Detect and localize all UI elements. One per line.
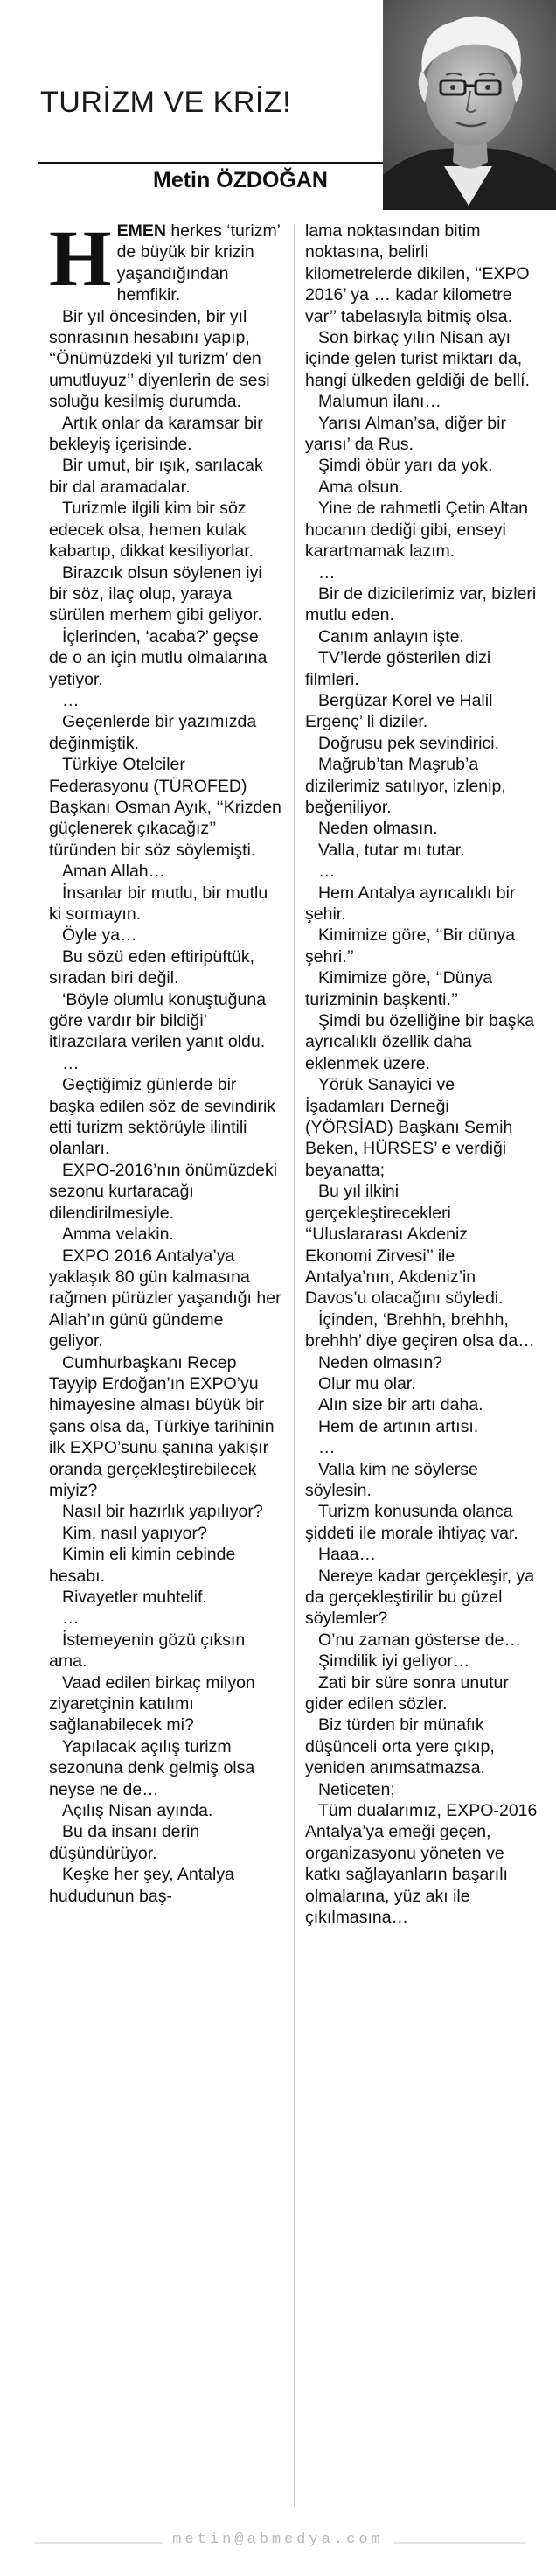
article-paragraph: Son birkaç yılın Nisan ayı içinde gelen turist miktarı da, hangi ülkeden geldiği de bellí. xyxy=(305,328,530,390)
article-paragraph: Malumun ilanı… xyxy=(318,392,441,412)
article-paragraph: Kimimize göre, ‘‘Bir dünya şehri.’’ xyxy=(305,925,516,967)
article-paragraph: TV’lerde gösterilen dizi filmleri. xyxy=(305,648,491,689)
section-break: … xyxy=(62,1609,80,1629)
article-paragraph: Olur mu olar. xyxy=(318,1373,416,1393)
article-paragraph: Bir umut, bir ışık, sarılacak bir dal aramadalar. xyxy=(49,456,263,497)
column-divider xyxy=(294,224,295,2507)
article-paragraph: İçinden, ‘Brehhh, brehhh, brehhh’ diye geçiren olsa da… xyxy=(305,1309,535,1351)
article-paragraph: Bu da insanı derin düşündürüyor. xyxy=(49,1822,200,1863)
article-paragraph: Şimdi öbür yarı da yok. xyxy=(318,456,493,476)
article-paragraph: Şimdilik iyi geliyor… xyxy=(318,1651,470,1672)
article-paragraph: Bu sözü eden eftiripüftük, sıradan biri değil. xyxy=(49,946,255,988)
article-paragraph: Turizm konusunda olanca şiddeti ile morale ihtiyaç var. xyxy=(305,1502,518,1543)
lead-text: herkes ‘turizm’ de büyük bir krizin yaşandığından hemfikir. xyxy=(116,221,281,305)
article-paragraph: Keşke her şey, Antalya hududunun baş- xyxy=(49,1865,234,1906)
author-name: Metin ÖZDOĞAN xyxy=(153,168,328,192)
drop-cap: H xyxy=(49,213,112,303)
article-paragraph: Geçtiğimiz günlerde bir başka edilen söz de sevindirik etti turizm sektörüyle ilintili olanları. xyxy=(49,1075,276,1159)
section-break: … xyxy=(62,1053,80,1073)
article-paragraph: Alın size bir artı daha. xyxy=(318,1395,483,1415)
article-paragraph: Canım anlayın işte. xyxy=(318,626,464,646)
article-paragraph: Bir yıl öncesinden, bir yıl sonrasının hesabını yapıp, ‘‘Önümüzdeki yıl turizm’ den umutluyuz’’ diyenlerin de sesi soluğu kesilmiş durumda. xyxy=(49,306,270,412)
article-paragraph: Turizmle ilgili kim bir söz edecek olsa, hemen kulak kabartıp, dikkat kesiliyorlar. xyxy=(49,499,254,562)
section-break: … xyxy=(318,562,336,583)
article-column-right xyxy=(305,220,538,1929)
article-paragraph: Nereye kadar gerçekleşir, ya da gerçekleştirilir bu güzel söylemler? xyxy=(305,1566,535,1629)
article-paragraph: Zati bir süre sonra unutur gider edilen sözler. xyxy=(305,1672,509,1714)
article-paragraph: Valla kim ne söylerse söylesin. xyxy=(305,1459,478,1500)
article-paragraph: Kimimize göre, ‘‘Dünya turizminin başkenti.’’ xyxy=(305,968,493,1009)
article-paragraph: Vaad edilen birkaç milyon ziyaretçinin katılımı sağlanabilecek mi? xyxy=(49,1672,255,1735)
article-paragraph: Şimdi bu özelliğine bir başka ayrıcalıklı özellik daha eklenmek üzere. xyxy=(305,1011,535,1073)
section-break: … xyxy=(62,690,80,710)
article-paragraph: İnsanlar bir mutlu, bir mutlu ki sormayın. xyxy=(49,883,268,924)
article-paragraph: Bir de dizicilerimiz var, bizleri mutlu eden. xyxy=(305,583,537,625)
author-email[interactable]: metin@abmedya.com xyxy=(163,2531,392,2548)
column-title: TURİZM VE KRİZ! xyxy=(40,86,292,119)
article-paragraph: İstemeyenin gözü çıksın ama. xyxy=(49,1630,246,1672)
continued-paragraph: lama noktasından bitim noktasına, belirli kilometrelerde dikilen, ‘‘EXPO 2016’ ya … kadar kilometre var’’ tabelasıyla bitmiş olsa. xyxy=(305,221,530,326)
article-paragraph: Doğrusu pek sevindirici. xyxy=(318,733,500,753)
article-paragraph: Tüm dualarımız, EXPO-2016 Antalya’ya emeği geçen, organizasyonu yöneten ve katkı sağlayanların başarılı olmalarına, yüz akı ile çıkılmasına… xyxy=(305,1801,538,1928)
article-paragraph: Kim, nasıl yapıyor? xyxy=(62,1523,207,1543)
article-paragraph: Açılış Nisan ayında. xyxy=(62,1801,213,1821)
author-photo xyxy=(383,0,556,210)
column-header xyxy=(0,0,556,215)
article-paragraph: Haaa… xyxy=(318,1545,377,1565)
article-paragraph: Nasıl bir hazırlık yapılıyor? xyxy=(62,1502,263,1522)
lead-paragraph xyxy=(49,213,281,306)
article-paragraph: Bergüzar Korel ve Halil Ergenç’ li diziler. xyxy=(305,690,493,732)
section-break: … xyxy=(318,862,336,882)
article-paragraph: Hem de artının artısı. xyxy=(318,1416,479,1436)
article-paragraph: Aman Allah… xyxy=(62,862,166,882)
article-paragraph: Kimin eli kimin cebinde hesabı. xyxy=(49,1545,236,1586)
column-footer xyxy=(0,2521,556,2576)
section-break: … xyxy=(318,1438,336,1458)
article-paragraph: Mağrub’tan Maşrub’a dizilerimiz satılıyor, izlenip, beğeniliyor. xyxy=(305,755,506,817)
article-paragraph: Bu yıl ilkini gerçekleştirecekleri ‘‘Uluslararası Akdeniz Ekonomi Zirvesi’’ ile Antalya’nın, Akdeniz’in Davos’u olacağını söyledi. xyxy=(305,1182,504,1309)
article-paragraph: Ama olsun. xyxy=(318,477,404,497)
article-paragraph: Neticeten; xyxy=(318,1779,395,1799)
article-paragraph: Artık onlar da karamsar bir bekleyiş içerisinde. xyxy=(49,413,263,455)
article-paragraph: Rivayetler muhtelif. xyxy=(62,1588,207,1607)
article-paragraph: Öyle ya… xyxy=(62,925,137,946)
article-paragraph: Yörük Sanayici ve İşadamları Derneği (YÖRSİAD) Başkanı Semih Beken, HÜRSES’ e verdiği beyanatta; xyxy=(305,1075,513,1180)
footer-email-wrap xyxy=(0,2531,556,2548)
article-paragraph: Neden olmasın. xyxy=(318,819,438,839)
article-paragraph: Yine de rahmetli Çetin Altan hocanın dediği gibi, enseyi karartmamak lazım. xyxy=(305,499,528,562)
article-paragraph: Türkiye Otelciler Federasyonu (TÜROFED) Başkanı Osman Ayık, ‘‘Krizden güçlenerek çıkacağız’’ türünden bir söz söylemişti. xyxy=(49,755,281,860)
article-paragraph: Yarısı Alman’sa, diğer bir yarısı’ da Rus. xyxy=(305,413,506,455)
article-paragraph: Biz türden bir münafık düşünceli orta yere çıkıp, yeniden anımsatmazsa. xyxy=(305,1715,495,1778)
article-column-left xyxy=(49,213,281,1907)
article-paragraph: Geçenlerde bir yazımızda değinmiştik. xyxy=(49,712,257,753)
article-paragraph: Neden olmasın? xyxy=(318,1352,443,1372)
article-paragraph: Valla, tutar mı tutar. xyxy=(318,840,465,860)
article-paragraph: EXPO-2016’nın önümüzdeki sezonu kurtaracağı dilendirilmesiyle. xyxy=(49,1160,278,1223)
article-paragraph: O’nu zaman gösterse de… xyxy=(318,1630,521,1650)
article-paragraph: Amma velakin. xyxy=(62,1225,174,1245)
article-paragraph: ‘Böyle olumlu konuştuğuna göre vardır bir bildiği’ itirazcılara verilen yanıt oldu. xyxy=(49,989,267,1052)
article-paragraph: Yapılacak açılış turizm sezonuna denk gelmiş olsa neyse ne de… xyxy=(49,1736,255,1799)
article-paragraph: Birazcık olsun söylenen iyi bir söz, ilaç olup, yaraya sürülen merhem gibi geliyor. xyxy=(49,562,262,625)
article-paragraph: Hem Antalya ayrıcalıklı bir şehir. xyxy=(305,883,516,924)
article-paragraph: Cumhurbaşkanı Recep Tayyip Erdoğan’ın EXPO’yu himayesine alması büyük bir şans olsa da, Türkiye tarihinin ilk EXPO’sunu şanına yakışır oranda gerçekleştirebilecek miyiz? xyxy=(49,1352,275,1500)
article-paragraph: EXPO 2016 Antalya’ya yaklaşık 80 gün kalmasına rağmen pürüzler yaşandığı her Allah’ın günü gündeme geliyor. xyxy=(49,1246,281,1351)
lead-caps: EMEN xyxy=(116,221,166,241)
article-paragraph: İçlerinden, ‘acaba?’ geçse de o an için mutlu olmalarına yetiyor. xyxy=(49,626,268,689)
